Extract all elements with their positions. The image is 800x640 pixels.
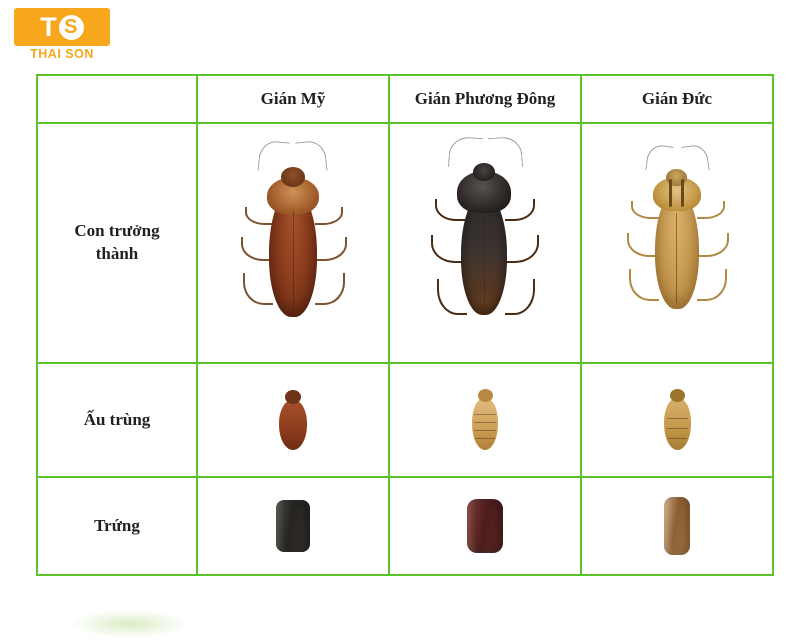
logo-initials xyxy=(14,8,110,46)
american-adult-cockroach-image xyxy=(241,137,345,349)
german-nymph-image xyxy=(649,374,705,466)
oriental-adult-cockroach-image xyxy=(433,137,537,349)
cell-adult-american xyxy=(197,123,389,363)
header-label-american: Gián Mỹ xyxy=(260,89,326,108)
row-label-cell-egg xyxy=(37,477,197,575)
row-label-cell-nymph xyxy=(37,363,197,477)
header-cell-oriental xyxy=(389,75,581,123)
row-label-adult xyxy=(38,220,196,266)
cell-adult-german xyxy=(581,123,773,363)
german-ootheca-image xyxy=(664,497,690,555)
row-label-adult-line2: thành xyxy=(95,244,139,263)
table-row-nymph xyxy=(37,363,773,477)
header-label-oriental: Gián Phương Đông xyxy=(414,89,556,108)
bottom-decoration xyxy=(70,610,190,638)
cell-egg-oriental xyxy=(389,477,581,575)
row-label-egg: Trứng xyxy=(94,515,140,535)
brand-logo xyxy=(14,8,110,66)
cell-egg-german xyxy=(581,477,773,575)
american-nymph-image xyxy=(265,374,321,466)
header-label-german: Gián Đức xyxy=(641,89,713,108)
table-corner-cell xyxy=(37,75,197,123)
header-cell-german xyxy=(581,75,773,123)
oriental-ootheca-image xyxy=(467,499,503,553)
row-label-adult-line1: Con trưởng xyxy=(74,221,160,241)
table-header-row xyxy=(37,75,773,123)
table-row-egg xyxy=(37,477,773,575)
header-cell-american xyxy=(197,75,389,123)
oriental-nymph-image xyxy=(457,374,513,466)
logo-initial-s: S xyxy=(59,15,84,40)
logo-brand-text: THAI SON xyxy=(30,47,94,61)
row-label-nymph: Ấu trùng xyxy=(83,409,151,429)
german-adult-cockroach-image xyxy=(625,143,729,343)
table-row-adult xyxy=(37,123,773,363)
cell-nymph-oriental xyxy=(389,363,581,477)
logo-initial-t: T xyxy=(40,11,58,42)
cell-egg-american xyxy=(197,477,389,575)
cell-nymph-german xyxy=(581,363,773,477)
cell-nymph-american xyxy=(197,363,389,477)
row-label-cell-adult xyxy=(37,123,197,363)
cockroach-comparison-table xyxy=(36,74,774,576)
cell-adult-oriental xyxy=(389,123,581,363)
american-ootheca-image xyxy=(276,500,310,552)
